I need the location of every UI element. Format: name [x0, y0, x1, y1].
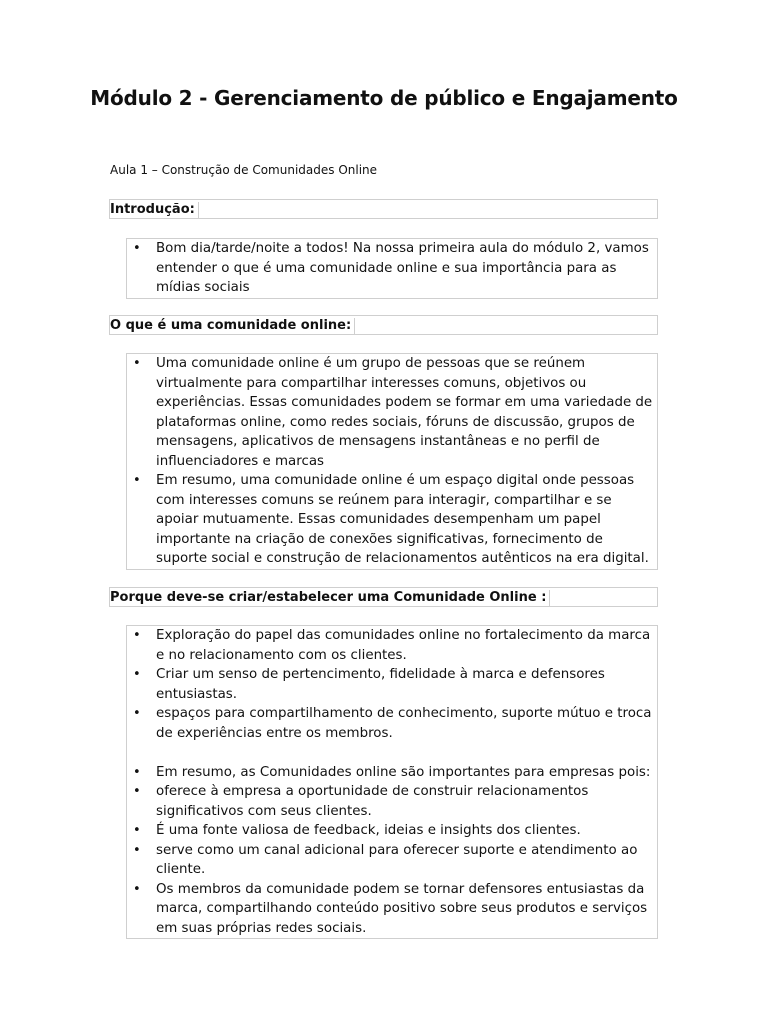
list-item: • É uma fonte valiosa de feedback, ideias e insights dos clientes.	[127, 821, 657, 841]
lesson-subtitle: Aula 1 – Construção de Comunidades Online	[110, 163, 378, 177]
list-item: • espaços para compartilhamento de conhecimento, suporte mútuo e troca de experiências entre os membros.	[127, 704, 657, 743]
list-item: • Criar um senso de pertencimento, fidelidade à marca e defensores entusiastas.	[127, 665, 657, 704]
list-spacer	[127, 743, 657, 763]
list-item: • Uma comunidade online é um grupo de pessoas que se reúnem virtualmente para compartilhar interesses comuns, objetivos ou experiências. Essas comunidades podem se formar em uma variedade de plataformas online, como redes sociais, fóruns de discussão, grupos de mensagens, aplicativos de mensagens instantâneas e no perfil de influenciadores e marcas	[127, 354, 657, 471]
list-item: • Exploração do papel das comunidades online no fortalecimento da marca e no relacionamento com os clientes.	[127, 626, 657, 665]
section-heading-introducao	[109, 199, 658, 219]
list-item: • oferece à empresa a oportunidade de construir relacionamentos significativos com seus clientes.	[127, 782, 657, 821]
list-item: • Em resumo, as Comunidades online são importantes para empresas pois:	[127, 763, 657, 783]
section-heading-porque	[109, 587, 658, 607]
bullet-list-introducao	[126, 238, 658, 299]
bullet-list-o-que-e	[126, 353, 658, 570]
bullet-list-porque	[126, 625, 658, 939]
section-heading-text: O que é uma comunidade online:	[110, 318, 355, 334]
section-heading-o-que-e	[109, 315, 658, 335]
list-item: • serve como um canal adicional para oferecer suporte e atendimento ao cliente.	[127, 841, 657, 880]
list-item: • Os membros da comunidade podem se tornar defensores entusiastas da marca, compartilhando conteúdo positivo sobre seus produtos e serviços em suas próprias redes sociais.	[127, 880, 657, 939]
list-item: • Em resumo, uma comunidade online é um espaço digital onde pessoas com interesses comuns se reúnem para interagir, compartilhar e se apoiar mutuamente. Essas comunidades desempenham um papel importante na criação de conexões significativas, fornecimento de suporte social e construção de relacionamentos autênticos na era digital.	[127, 471, 657, 569]
section-heading-text: Porque deve-se criar/estabelecer uma Comunidade Online :	[110, 590, 550, 606]
list-item: • Bom dia/tarde/noite a todos! Na nossa primeira aula do módulo 2, vamos entender o que é uma comunidade online e sua importância para as mídias sociais	[127, 239, 657, 298]
section-heading-text: Introdução:	[110, 202, 199, 218]
page-title: Módulo 2 - Gerenciamento de público e Engajamento	[90, 86, 678, 110]
